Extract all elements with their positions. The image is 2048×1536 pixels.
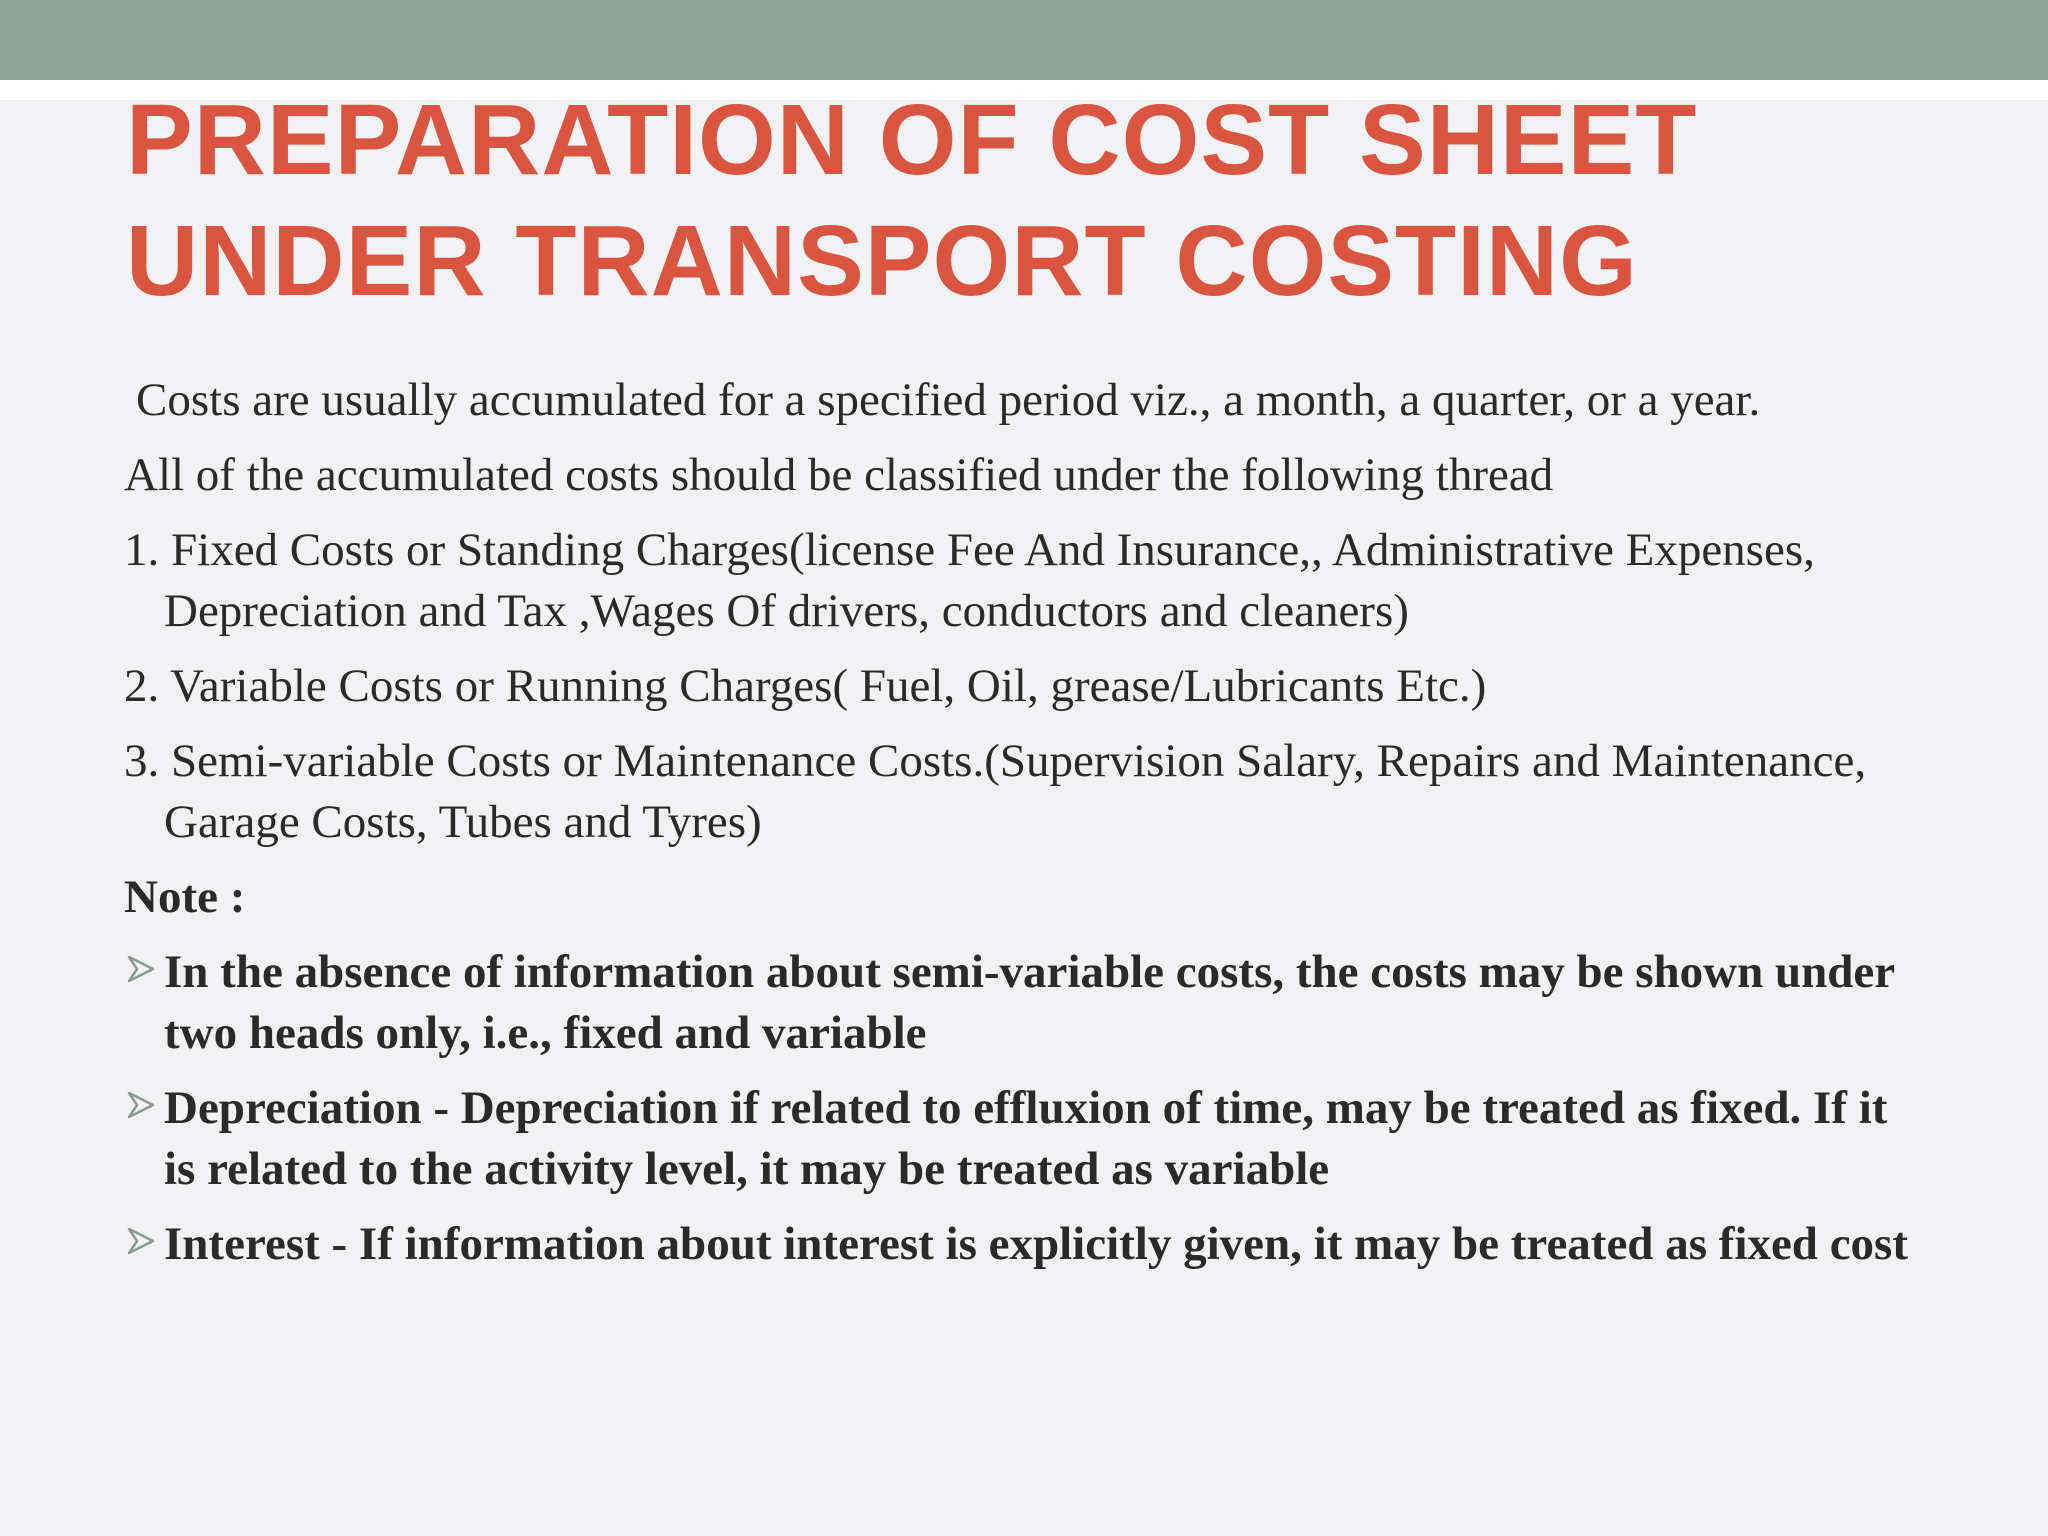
note-item-interest: [124, 1214, 1924, 1275]
slide-title-line-2: UNDER TRANSPORT COSTING: [126, 205, 1638, 317]
arrow-bullet-icon: [126, 1226, 156, 1256]
note-item-text: Depreciation - Depreciation if related to effluxion of time, may be treated as fixed. If it is related to the activity level, it may be treated as variable: [164, 1082, 1888, 1195]
note-label: Note :: [124, 871, 246, 923]
list-item-fixed-costs: 1. Fixed Costs or Standing Charges(license Fee And Insurance,, Administrative Expenses, Depreciation and Tax ,Wages Of drivers, conductors and cleaners): [124, 524, 1815, 637]
list-item-variable-costs: 2. Variable Costs or Running Charges( Fuel, Oil, grease/Lubricants Etc.): [124, 660, 1487, 712]
note-item-text: Interest - If information about interest is explicitly given, it may be treated as fixed cost: [164, 1218, 1909, 1270]
arrow-bullet-icon: [126, 1090, 156, 1120]
classification-text: All of the accumulated costs should be classified under the following thread: [124, 449, 1554, 501]
slide-title-line-1: PREPARATION OF COST SHEET: [126, 84, 1698, 196]
arrow-bullet-icon: [126, 954, 156, 984]
note-item-semi-variable: [124, 942, 1924, 1064]
list-item-semi-variable-costs: 3. Semi-variable Costs or Maintenance Costs.(Supervision Salary, Repairs and Maintenance, Garage Costs, Tubes and Tyres): [124, 735, 1867, 848]
note-item-depreciation: [124, 1078, 1924, 1200]
intro-text: Costs are usually accumulated for a specified period viz., a month, a quarter, or a year.: [136, 374, 1761, 426]
slide-title: [126, 80, 1986, 322]
top-accent-band: [0, 0, 2048, 80]
slide-body: [124, 370, 1924, 1289]
note-item-text: In the absence of information about semi-variable costs, the costs may be shown under two heads only, i.e., fixed and variable: [164, 946, 1895, 1059]
